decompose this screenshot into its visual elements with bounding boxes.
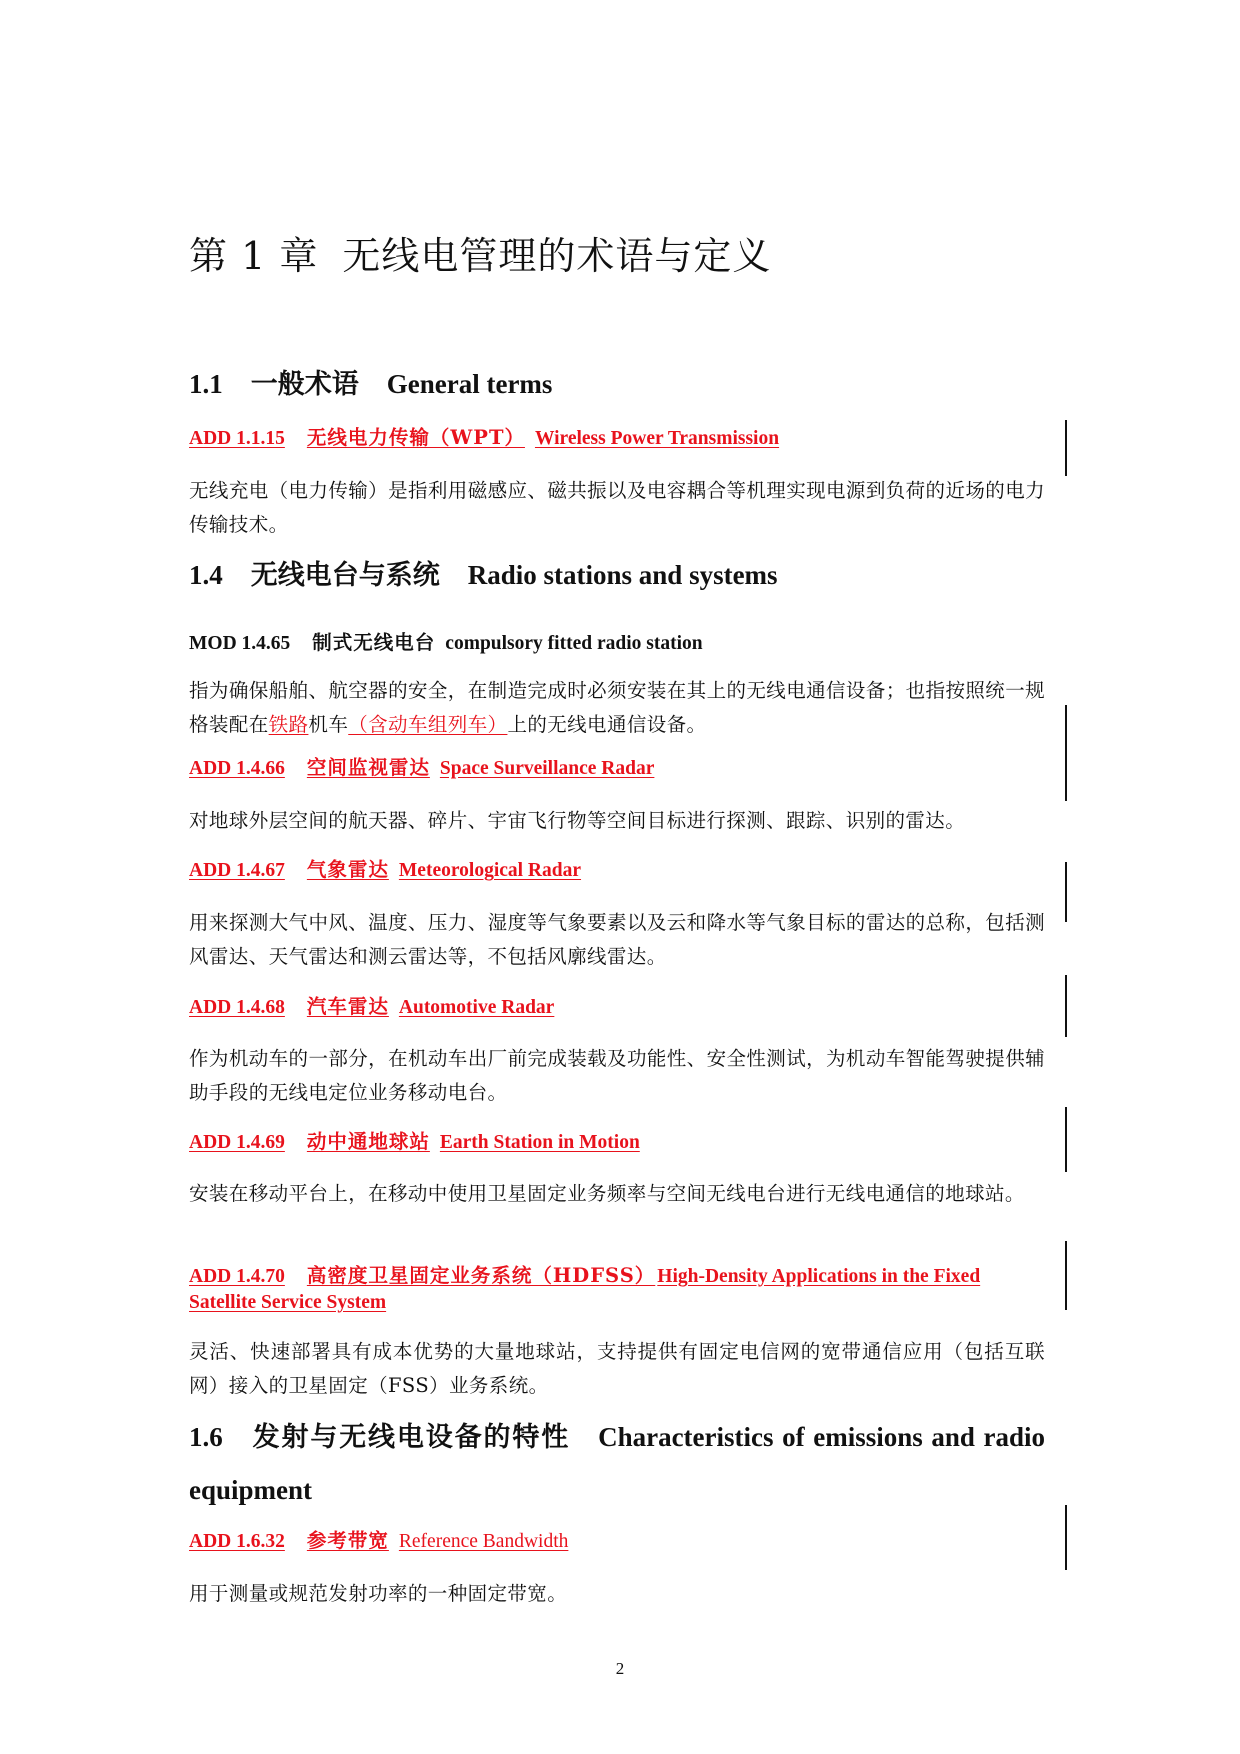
chapter-heading <box>189 225 771 280</box>
term-name-en: High-Density Applications in the Fixed Satellite Service System <box>189 1266 981 1313</box>
term-entry-1-1-15 <box>189 425 779 452</box>
change-bar <box>1065 1107 1067 1172</box>
term-name-en: Earth Station in Motion <box>439 1132 640 1153</box>
term-entry-1-4-70 <box>189 1263 1045 1316</box>
term-name-zh: 制式无线电台 <box>312 631 436 654</box>
section-title-zh: 无线电台与系统 <box>250 560 440 591</box>
term-entry-1-4-67 <box>189 857 581 884</box>
section-title-en: Radio stations and systems <box>467 560 778 590</box>
section-heading-1-1 <box>189 362 552 401</box>
term-entry-1-4-65 <box>189 630 703 657</box>
change-bar <box>1065 420 1067 476</box>
change-bar <box>1065 705 1067 801</box>
term-name-en: Meteorological Radar <box>398 860 582 881</box>
section-number: 1.1 <box>189 369 223 399</box>
term-definition-1-4-68: 作为机动车的一部分，在机动车出厂前完成装载及功能性、安全性测试，为机动车智能驾驶提供辅助手段的无线电定位业务移动电台。 <box>189 1047 1045 1104</box>
inserted-text: （含动车组列车） <box>348 713 508 736</box>
term-definition-1-1-15: 无线充电（电力传输）是指利用磁感应、磁共振以及电容耦合等机理实现电源到负荷的近场的电力传输技术。 <box>189 479 1045 536</box>
section-title-en: General terms <box>386 369 553 399</box>
term-name-zh: 汽车雷达 <box>306 995 389 1018</box>
term-code: MOD 1.4.65 <box>189 633 291 654</box>
term-name-zh: 无线电力传输（WPT） <box>306 426 525 449</box>
term-name-zh: 空间监视雷达 <box>306 756 430 779</box>
change-bar <box>1065 1241 1067 1310</box>
term-definition-1-4-65 <box>189 674 1045 742</box>
definition-text: 机车 <box>308 713 349 736</box>
section-title-zh: 发射与无线电设备的特性 <box>250 1422 571 1453</box>
term-code: ADD 1.4.70 <box>189 1266 285 1287</box>
term-code: ADD 1.6.32 <box>189 1531 285 1552</box>
section-title-en: Characteristics of emissions and radio equipment <box>189 1422 1045 1505</box>
section-title-zh: 一般术语 <box>250 369 359 400</box>
inserted-text: 铁路 <box>268 713 309 736</box>
term-name-en: Space Surveillance Radar <box>439 758 655 779</box>
term-code: ADD 1.4.66 <box>189 758 285 779</box>
term-name-zh: 动中通地球站 <box>306 1130 430 1153</box>
definition-text: 上的无线电通信设备。 <box>507 713 707 736</box>
section-number: 1.6 <box>189 1422 223 1452</box>
term-name-zh: 气象雷达 <box>306 858 389 881</box>
section-number: 1.4 <box>189 560 223 590</box>
term-name-en: compulsory fitted radio station <box>445 633 703 654</box>
change-bar <box>1065 1505 1067 1570</box>
term-entry-1-4-68 <box>189 994 554 1021</box>
section-heading-1-4 <box>189 553 778 592</box>
term-definition-1-6-32: 用于测量或规范发射功率的一种固定带宽。 <box>189 1582 568 1605</box>
definition-text: 指为确保船舶、航空器的安全，在制造完成时必须安装在其上的无线电通信设备；也指按照统一规格装配在 <box>189 679 1045 736</box>
term-definition-1-4-70: 灵活、快速部署具有成本优势的大量地球站，支持提供有固定电信网的宽带通信应用（包括互联网）接入的卫星固定（FSS）业务系统。 <box>189 1340 1045 1397</box>
term-definition-1-4-69: 安装在移动平台上，在移动中使用卫星固定业务频率与空间无线电台进行无线电通信的地球站。 <box>189 1182 1025 1205</box>
term-definition-1-4-67: 用来探测大气中风、温度、压力、湿度等气象要素以及云和降水等气象目标的雷达的总称，包括测风雷达、天气雷达和测云雷达等，不包括风廓线雷达。 <box>189 911 1045 968</box>
term-entry-1-4-69 <box>189 1129 640 1156</box>
term-entry-1-4-66 <box>189 755 654 782</box>
chapter-title: 无线电管理的术语与定义 <box>342 234 772 278</box>
section-heading-1-6 <box>189 1411 1045 1517</box>
term-code: ADD 1.4.67 <box>189 860 285 881</box>
chapter-number: 第 1 章 <box>189 234 319 278</box>
term-name-en: Reference Bandwidth <box>398 1531 569 1552</box>
change-bar <box>1065 975 1067 1037</box>
term-name-en: Automotive Radar <box>398 997 555 1018</box>
page-number: 2 <box>615 1659 625 1678</box>
term-name-zh: 高密度卫星固定业务系统（HDFSS） <box>306 1264 656 1287</box>
term-code: ADD 1.4.69 <box>189 1132 285 1153</box>
term-name-zh: 参考带宽 <box>306 1529 389 1552</box>
term-definition-1-4-66: 对地球外层空间的航天器、碎片、宇宙飞行物等空间目标进行探测、跟踪、识别的雷达。 <box>189 809 966 832</box>
term-name-en: Wireless Power Transmission <box>534 428 780 449</box>
term-code: ADD 1.1.15 <box>189 428 285 449</box>
change-bar <box>1065 862 1067 922</box>
term-code: ADD 1.4.68 <box>189 997 285 1018</box>
term-entry-1-6-32 <box>189 1528 568 1555</box>
